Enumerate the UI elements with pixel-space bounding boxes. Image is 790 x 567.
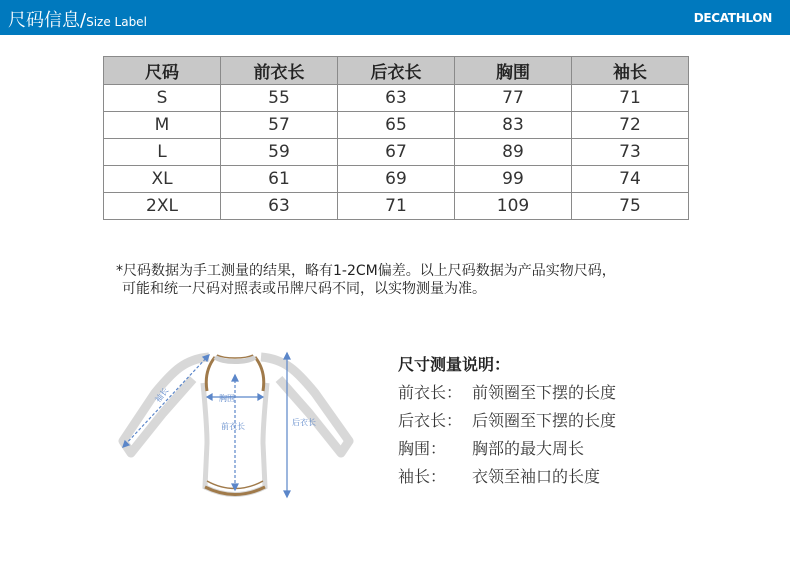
back-length-label: 后衣长	[292, 418, 316, 427]
list-item	[398, 380, 616, 408]
explain-title: 尺寸测量说明：	[398, 355, 511, 374]
column-header: 胸围	[455, 57, 572, 85]
measurement-note	[116, 262, 716, 298]
column-header: 袖长	[572, 57, 689, 85]
table-cell: 71	[572, 85, 689, 112]
note-line-2: 可能和统一尺码对照表或吊牌尺码不同，以实物测量为准。	[122, 281, 486, 297]
table-cell: 77	[455, 85, 572, 112]
table-cell: 57	[221, 112, 338, 139]
table-cell: 89	[455, 139, 572, 166]
explain-term: 前衣长：	[398, 383, 463, 402]
table-cell: 99	[455, 166, 572, 193]
table-cell: 83	[455, 112, 572, 139]
table-cell: 67	[338, 139, 455, 166]
front-length-label: 前衣长	[221, 422, 245, 431]
table-row	[104, 193, 689, 220]
explain-desc: 后领圈至下摆的长度	[472, 411, 617, 430]
sleeve-label: 袖长	[153, 386, 171, 405]
explain-term: 胸围：	[398, 439, 447, 458]
table-cell: 73	[572, 139, 689, 166]
explain-desc: 前领圈至下摆的长度	[472, 383, 617, 402]
table-cell: L	[104, 139, 221, 166]
column-header: 后衣长	[338, 57, 455, 85]
explain-term: 袖长：	[398, 467, 447, 486]
table-cell: 63	[338, 85, 455, 112]
table-cell: 69	[338, 166, 455, 193]
column-header: 尺码	[104, 57, 221, 85]
explain-list	[398, 380, 616, 492]
table-cell: 65	[338, 112, 455, 139]
table-cell: 72	[572, 112, 689, 139]
table-row	[104, 85, 689, 112]
explain-desc: 胸部的最大周长	[472, 439, 585, 458]
table-cell: XL	[104, 166, 221, 193]
page-title	[8, 6, 147, 32]
header-bar	[0, 0, 790, 35]
table-cell: 109	[455, 193, 572, 220]
table-cell: 63	[221, 193, 338, 220]
table-cell: 2XL	[104, 193, 221, 220]
table-cell: S	[104, 85, 221, 112]
table-row	[104, 166, 689, 193]
table-cell: 55	[221, 85, 338, 112]
column-header: 前衣长	[221, 57, 338, 85]
list-item	[398, 436, 616, 464]
table-cell: 61	[221, 166, 338, 193]
title-en: Size Label	[86, 15, 147, 29]
table-cell: 74	[572, 166, 689, 193]
size-table	[103, 56, 689, 220]
explain-desc: 衣领至袖口的长度	[472, 467, 601, 486]
explain-term: 后衣长：	[398, 411, 463, 430]
table-cell: M	[104, 112, 221, 139]
measurement-diagram	[115, 345, 365, 515]
chest-label: 胸围	[219, 394, 235, 403]
table-row	[104, 139, 689, 166]
note-line-1: *尺码数据为手工测量的结果，略有1-2CM偏差。以上尺码数据为产品实物尺码，	[116, 263, 616, 279]
table-cell: 71	[338, 193, 455, 220]
title-cn: 尺码信息/	[8, 10, 87, 31]
list-item	[398, 464, 616, 492]
table-row	[104, 112, 689, 139]
table-cell: 75	[572, 193, 689, 220]
brand-logo: DECATHLON	[693, 11, 772, 25]
table-cell: 59	[221, 139, 338, 166]
table-header-row	[104, 57, 689, 85]
list-item	[398, 408, 616, 436]
